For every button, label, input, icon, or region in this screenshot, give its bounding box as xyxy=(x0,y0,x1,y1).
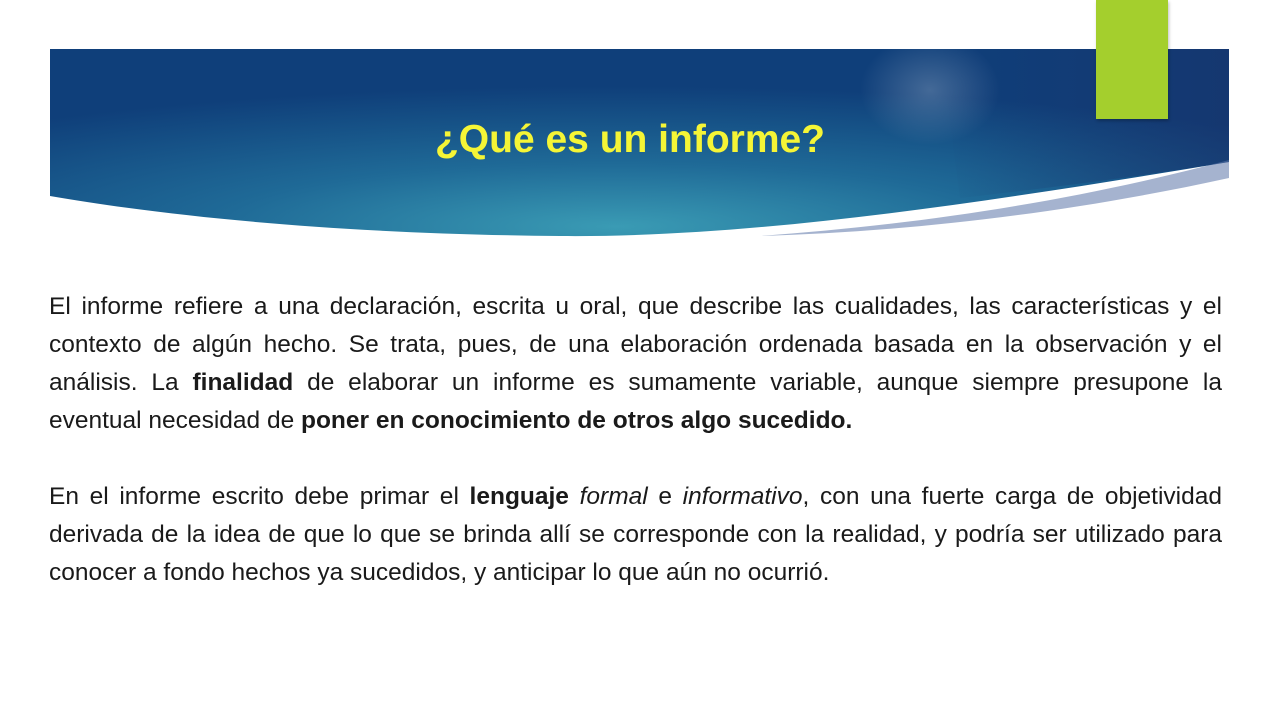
paragraph-text: El informe refiere a una declaración, escrita u oral, que describe las cualidades, las características y el contexto de algún hecho. Se trata, pues, de una elaboración ordenada basada en la observación y el análisis. La xyxy=(49,293,1222,396)
emphasis-lenguaje: lenguaje xyxy=(469,483,569,510)
paragraph-text xyxy=(569,483,580,510)
paragraph-language xyxy=(49,478,1222,592)
slide-title: ¿Qué es un informe? xyxy=(434,118,826,161)
paragraph-text: En el informe escrito debe primar el xyxy=(49,483,470,510)
accent-bar xyxy=(1096,0,1168,119)
emphasis-poner-en-conocimiento: poner en conocimiento de otros algo sucedido. xyxy=(301,407,853,434)
slide-body xyxy=(49,288,1222,592)
emphasis-formal: formal xyxy=(579,483,648,510)
paragraph-text: , con una fuerte carga de objetividad derivada de la idea de que lo que se brinda allí se corresponde con la realidad, y podría ser utilizado para conocer a fondo hechos ya sucedidos, y anticipar lo que aún no ocurrió. xyxy=(49,483,1222,586)
paragraph-text: e xyxy=(647,483,683,510)
emphasis-finalidad: finalidad xyxy=(192,369,294,396)
paragraph-text: de elaborar un informe es sumamente variable, aunque siempre presupone la eventual necesidad de xyxy=(49,369,1222,434)
emphasis-informativo: informativo xyxy=(682,483,803,510)
paragraph-definition xyxy=(49,288,1222,440)
